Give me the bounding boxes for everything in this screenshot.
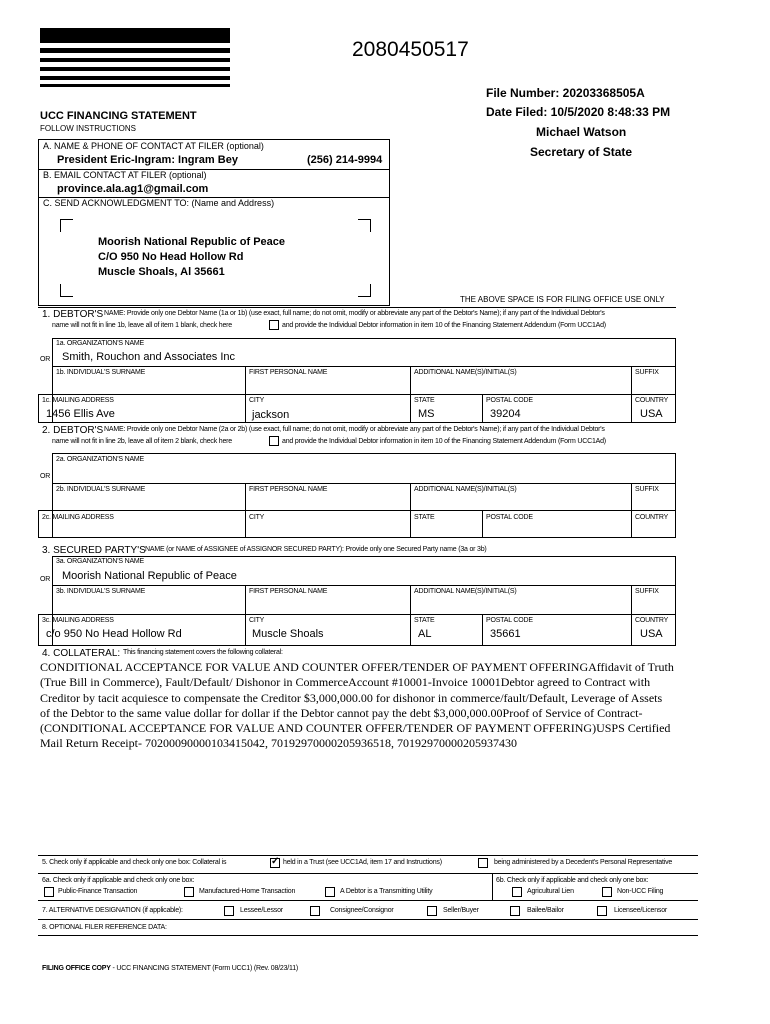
debtor1-org-name: Smith, Rouchon and Associates Inc bbox=[62, 351, 236, 363]
debtor2-title: 2. DEBTOR'S bbox=[42, 425, 104, 436]
secured-addl-name-label: ADDITIONAL NAME(S)/INITIAL(S) bbox=[414, 588, 517, 595]
form-footer-rest: - UCC FINANCING STATEMENT (Form UCC1) (Rev. 08/23/11) bbox=[112, 965, 299, 972]
debtor1-address: 1456 Ellis Ave bbox=[46, 408, 115, 420]
secured-org-label: 3a. ORGANIZATION'S NAME bbox=[56, 558, 145, 565]
or-label-1: OR bbox=[40, 356, 51, 363]
licensee-checkbox[interactable] bbox=[597, 906, 607, 916]
debtor1-title: 1. DEBTOR'S bbox=[42, 309, 104, 320]
field-c-label: C. SEND ACKNOWLEDGMENT TO: (Name and Address) bbox=[43, 198, 275, 208]
debtor1-postal: 39204 bbox=[490, 408, 521, 420]
contact-email: province.ala.ag1@gmail.com bbox=[57, 183, 209, 195]
ack-line-2: C/O 950 No Head Hollow Rd bbox=[98, 251, 244, 263]
decedent-label: being administered by a Decedent's Personal Representative bbox=[494, 859, 673, 866]
consignee-checkbox[interactable] bbox=[310, 906, 320, 916]
collateral-line: of the Debtor to the same value dollar for dollar if the Debtor cannot pay the debt $3,000,000.00Proof of Service of Contract- bbox=[40, 705, 643, 720]
debtor1-instructions-3: and provide the Individual Debtor information in item 10 of the Financing Statement Addendum (Form UCC1Ad) bbox=[282, 322, 606, 329]
field-b-label: B. EMAIL CONTACT AT FILER (optional) bbox=[43, 170, 207, 180]
field-a-label: A. NAME & PHONE OF CONTACT AT FILER (optional) bbox=[43, 141, 264, 151]
debtor1-state-label: STATE bbox=[414, 397, 435, 404]
public-finance-checkbox[interactable] bbox=[44, 887, 54, 897]
debtor1-org-label: 1a. ORGANIZATION'S NAME bbox=[56, 340, 145, 347]
transmitting-label: A Debtor is a Transmitting Utility bbox=[340, 888, 433, 895]
secured-org-name: Moorish National Republic of Peace bbox=[62, 570, 237, 582]
contact-phone: (256) 214-9994 bbox=[307, 154, 383, 166]
secured-city: Muscle Shoals bbox=[252, 628, 324, 640]
debtor2-postal-label: POSTAL CODE bbox=[486, 514, 533, 521]
non-ucc-label: Non-UCC Filing bbox=[617, 888, 664, 895]
debtor1-mailing-label: 1c. MAILING ADDRESS bbox=[42, 397, 114, 404]
ack-line-3: Muscle Shoals, Al 35661 bbox=[98, 266, 225, 278]
bailee-checkbox[interactable] bbox=[510, 906, 520, 916]
seller-label: Seller/Buyer bbox=[443, 907, 479, 914]
secured-suffix-label: SUFFIX bbox=[635, 588, 659, 595]
lessee-label: Lessee/Lessor bbox=[240, 907, 283, 914]
debtor1-instructions-1: NAME: Provide only one Debtor Name (1a or 1b) (use exact, full name; do not omit, modify or abbreviate any part of the Debtor's Name); if any part of the Individual Debtor's bbox=[104, 310, 605, 317]
debtor2-instructions-3: and provide the Individual Debtor information in item 10 of the Financing Statement Addendum (Form UCC1Ad) bbox=[282, 438, 606, 445]
bracket-top-left bbox=[60, 219, 73, 232]
debtor1-city: jackson bbox=[252, 409, 290, 421]
debtor2-addl-name-label: ADDITIONAL NAME(S)/INITIAL(S) bbox=[414, 486, 517, 493]
debtor1-addl-name-label: ADDITIONAL NAME(S)/INITIAL(S) bbox=[414, 369, 517, 376]
consignee-label: Consignee/Consignor bbox=[330, 907, 394, 914]
collateral-line: Creditor by tacit acquiesce to compensate the Creditor $3,000,000.00 for dishonor in commerce/fault/Default, Leverage of Assets bbox=[40, 690, 663, 705]
collateral-line: (CONDITIONAL ACCEPTANCE FOR VALUE AND COUNTER OFFER/TENDER OF PAYMENT OFFERING)USPS Certified bbox=[40, 721, 671, 736]
secured-country: USA bbox=[640, 628, 663, 640]
secured-country-label: COUNTRY bbox=[635, 617, 669, 624]
item6a-label: 6a. Check only if applicable and check only one box: bbox=[42, 877, 195, 884]
secured-state: AL bbox=[418, 628, 432, 640]
debtor1-postal-label: POSTAL CODE bbox=[486, 397, 533, 404]
debtor2-country-label: COUNTRY bbox=[635, 514, 669, 521]
secured-postal: 35661 bbox=[490, 628, 521, 640]
debtor2-mailing-label: 2c. MAILING ADDRESS bbox=[42, 514, 114, 521]
date-filed: Date Filed: 10/5/2020 8:48:33 PM bbox=[486, 105, 671, 119]
debtor1-instructions-2: name will not fit in line 1b, leave all of item 1 blank, check here bbox=[52, 322, 232, 329]
secured-state-label: STATE bbox=[414, 617, 435, 624]
debtor2-suffix-label: SUFFIX bbox=[635, 486, 659, 493]
collateral-line: Mail Return Receipt- 70200090000103415042, 70192970000205936518, 70192970000205937430 bbox=[40, 736, 517, 751]
debtor1-suffix-label: SUFFIX bbox=[635, 369, 659, 376]
secured-city-label: CITY bbox=[249, 617, 265, 624]
collateral-title: 4. COLLATERAL: bbox=[42, 648, 121, 659]
document-number: 2080450517 bbox=[352, 38, 469, 61]
lessee-checkbox[interactable] bbox=[224, 906, 234, 916]
item8-label: 8. OPTIONAL FILER REFERENCE DATA: bbox=[42, 924, 167, 931]
secured-first-name-label: FIRST PERSONAL NAME bbox=[249, 588, 328, 595]
file-number: File Number: 20203368505A bbox=[486, 86, 645, 100]
debtor1-checkbox[interactable] bbox=[269, 320, 279, 330]
debtor2-checkbox[interactable] bbox=[269, 436, 279, 446]
bailee-label: Bailee/Bailor bbox=[527, 907, 564, 914]
debtor1-country-label: COUNTRY bbox=[635, 397, 669, 404]
or-label-3: OR bbox=[40, 576, 51, 583]
form-footer-bold: FILING OFFICE COPY bbox=[42, 965, 111, 972]
bracket-bottom-left bbox=[60, 284, 73, 297]
agricultural-checkbox[interactable] bbox=[512, 887, 522, 897]
bracket-bottom-right bbox=[358, 284, 371, 297]
debtor2-grid bbox=[52, 453, 676, 538]
trust-check-mark: ✓ bbox=[271, 856, 280, 867]
follow-instructions: FOLLOW INSTRUCTIONS bbox=[40, 124, 137, 133]
manufactured-checkbox[interactable] bbox=[184, 887, 194, 897]
debtor2-instructions-1: NAME: Provide only one Debtor Name (2a or 2b) (use exact, full name; do not omit, modify or abbreviate any part of the Debtor's Name); if any part of the Individual Debtor's bbox=[104, 426, 605, 433]
debtor1-country: USA bbox=[640, 408, 663, 420]
non-ucc-checkbox[interactable] bbox=[602, 887, 612, 897]
item7-label: 7. ALTERNATIVE DESIGNATION (if applicable): bbox=[42, 907, 183, 914]
secured-mailing-label: 3c. MAILING ADDRESS bbox=[42, 617, 114, 624]
ack-line-1: Moorish National Republic of Peace bbox=[98, 236, 286, 248]
item6b-label: 6b. Check only if applicable and check only one box: bbox=[496, 877, 649, 884]
debtor1-state: MS bbox=[418, 408, 435, 420]
transmitting-checkbox[interactable] bbox=[325, 887, 335, 897]
debtor1-city-label: CITY bbox=[249, 397, 265, 404]
collateral-line: (True Bill in Commerce), Fault/Default/ Dishonor in CommerceAccount #10001-Invoice 10001Debtor agreed to Contract with bbox=[40, 675, 651, 690]
debtor2-surname-label: 2b. INDIVIDUAL'S SURNAME bbox=[56, 486, 146, 493]
collateral-text bbox=[40, 660, 674, 752]
trust-label: held in a Trust (see UCC1Ad, item 17 and Instructions) bbox=[283, 859, 442, 866]
official-title: Secretary of State bbox=[530, 145, 633, 159]
seller-checkbox[interactable] bbox=[427, 906, 437, 916]
debtor2-instructions-2: name will not fit in line 2b, leave all of item 2 blank, check here bbox=[52, 438, 232, 445]
or-label-2: OR bbox=[40, 473, 51, 480]
secured-instructions: NAME (or NAME of ASSIGNEE of ASSIGNOR SECURED PARTY): Provide only one Secured Party name (3a or 3b) bbox=[145, 546, 487, 553]
debtor1-surname-label: 1b. INDIVIDUAL'S SURNAME bbox=[56, 369, 146, 376]
debtor2-org-label: 2a. ORGANIZATION'S NAME bbox=[56, 456, 145, 463]
secured-title: 3. SECURED PARTY'S bbox=[42, 545, 146, 556]
bracket-top-right bbox=[358, 219, 371, 232]
agricultural-label: Agricultural Lien bbox=[527, 888, 574, 895]
secured-address: c/o 950 No Head Hollow Rd bbox=[46, 628, 182, 640]
debtor1-first-name-label: FIRST PERSONAL NAME bbox=[249, 369, 328, 376]
debtor2-city-label: CITY bbox=[249, 514, 265, 521]
item5-label: 5. Check only if applicable and check only one box: Collateral is bbox=[42, 859, 227, 866]
collateral-line: CONDITIONAL ACCEPTANCE FOR VALUE AND COUNTER OFFER/TENDER OF PAYMENT OFFERINGAffidavit of Truth bbox=[40, 660, 674, 674]
manufactured-label: Manufactured-Home Transaction bbox=[199, 888, 296, 895]
secured-postal-label: POSTAL CODE bbox=[486, 617, 533, 624]
public-finance-label: Public-Finance Transaction bbox=[58, 888, 138, 895]
form-footer bbox=[42, 965, 298, 972]
contact-name: President Eric-Ingram: Ingram Bey bbox=[57, 154, 238, 166]
debtor2-state-label: STATE bbox=[414, 514, 435, 521]
secured-surname-label: 3b. INDIVIDUAL'S SURNAME bbox=[56, 588, 146, 595]
decedent-checkbox[interactable] bbox=[478, 858, 488, 868]
licensee-label: Licensee/Licensor bbox=[614, 907, 668, 914]
filing-office-note: THE ABOVE SPACE IS FOR FILING OFFICE USE ONLY bbox=[460, 295, 665, 304]
collateral-subtitle: This financing statement covers the following collateral: bbox=[123, 649, 283, 656]
debtor2-first-name-label: FIRST PERSONAL NAME bbox=[249, 486, 328, 493]
form-title: UCC FINANCING STATEMENT bbox=[40, 110, 197, 122]
official-name: Michael Watson bbox=[536, 125, 627, 139]
